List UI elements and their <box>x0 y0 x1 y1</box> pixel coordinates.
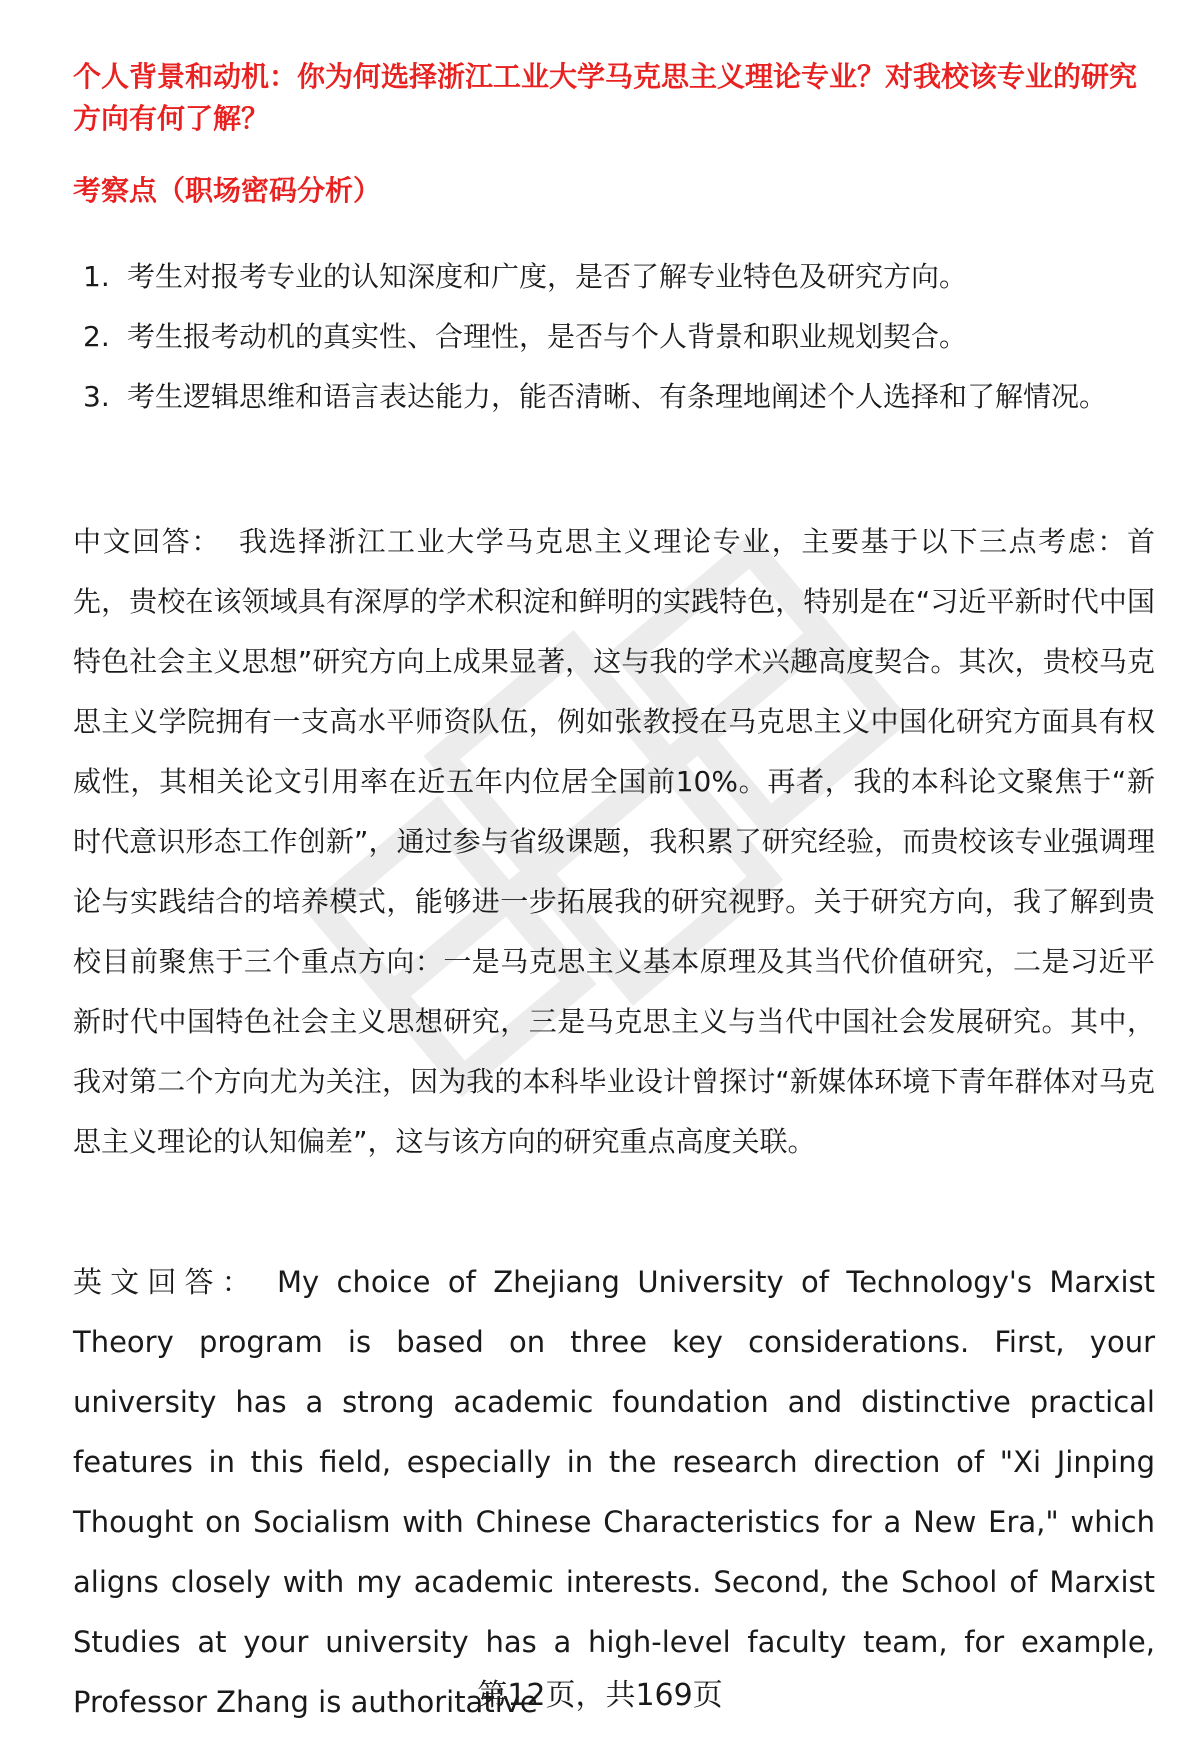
list-item-number: 3. <box>83 380 110 413</box>
question-title: 个人背景和动机：你为何选择浙江工业大学马克思主义理论专业？对我校该专业的研究方向有何了解？ <box>73 60 1138 135</box>
list-item-text: 考生报考动机的真实性、合理性，是否与个人背景和职业规划契合。 <box>127 320 968 353</box>
page-number-footer: 第12页，共169页 <box>477 1678 723 1713</box>
chinese-answer-label: 中文回答： <box>73 525 221 558</box>
english-answer-text: My choice of Zhejiang University of Technology's Marxist Theory program is based on three key considerations. First, your university has a strong academic foundation and distinctive practical features in this field, especially in the research direction of "Xi Jinping Thought on Socialism with Chinese Characteristics for a New Era," which aligns closely with my academic interests. Second, the School of Marxist Studies at your university has a high-level faculty team, for example, Professor Zhang is authoritative <box>73 1265 1155 1719</box>
chinese-answer-paragraph <box>73 512 1155 1172</box>
list-item-number: 2. <box>83 320 110 353</box>
assessment-points-heading: 考察点（职场密码分析） <box>73 174 382 207</box>
list-item <box>73 247 1133 307</box>
assessment-points-list <box>73 247 1133 427</box>
list-item-number: 1. <box>83 260 110 293</box>
list-item <box>73 307 1133 367</box>
english-answer-label: 英文回答： <box>73 1265 259 1299</box>
list-item-text: 考生逻辑思维和语言表达能力，能否清晰、有条理地阐述个人选择和了解情况。 <box>127 380 1108 413</box>
chinese-answer-text: 我选择浙江工业大学马克思主义理论专业，主要基于以下三点考虑：首先，贵校在该领域具有深厚的学术积淀和鲜明的实践特色，特别是在“习近平新时代中国特色社会主义思想”研究方向上成果显著，这与我的学术兴趣高度契合。其次，贵校马克思主义学院拥有一支高水平师资队伍，例如张教授在马克思主义中国化研究方面具有权威性，其相关论文引用率在近五年内位居全国前10%。再者，我的本科论文聚焦于“新时代意识形态工作创新”，通过参与省级课题，我积累了研究经验，而贵校该专业强调理论与实践结合的培养模式，能够进一步拓展我的研究视野。关于研究方向，我了解到贵校目前聚焦于三个重点方向：一是马克思主义基本原理及其当代价值研究，二是习近平新时代中国特色社会主义思想研究，三是马克思主义与当代中国社会发展研究。其中，我对第二个方向尤为关注，因为我的本科毕业设计曾探讨“新媒体环境下青年群体对马克思主义理论的认知偏差”，这与该方向的研究重点高度关联。 <box>73 525 1155 1158</box>
list-item <box>73 367 1133 427</box>
english-answer-paragraph <box>73 1252 1155 1732</box>
list-item-text: 考生对报考专业的认知深度和广度，是否了解专业特色及研究方向。 <box>127 260 968 293</box>
